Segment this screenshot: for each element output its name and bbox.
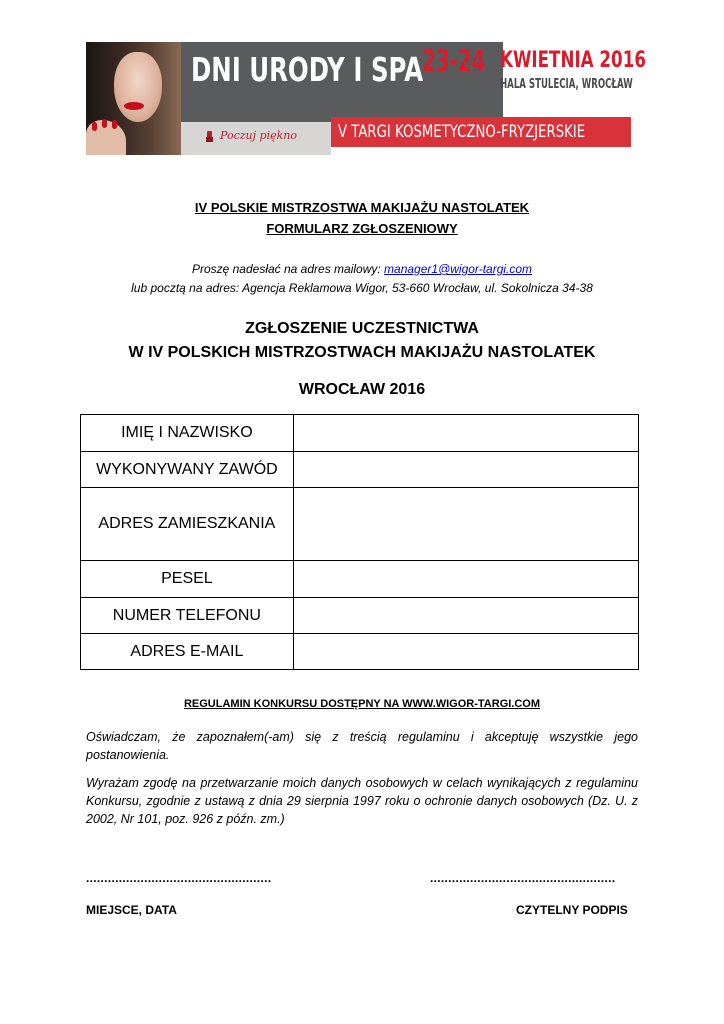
model-lips: [124, 102, 144, 110]
nail: [102, 119, 107, 128]
form-field-address[interactable]: [293, 488, 638, 561]
form-field-phone[interactable]: [293, 598, 638, 634]
model-face: [114, 52, 162, 122]
form-label-phone: NUMER TELEFONU: [81, 598, 294, 634]
data-consent: Wyrażam zgodę na przetwarzanie moich danych osobowych w celach wynikających z regulaminu Konkursu, zgodnie z ustawą z dnia 29 sierpnia 1997 roku o ochronie danych osobowych (Dz. U. z 2002, Nr 101, poz. 926 z późn. zm.): [86, 776, 638, 826]
rules-statement: Oświadczam, że zapoznałem(-am) się z treścią regulaminu i akceptuję wszystkie jego postanowienia.: [86, 730, 638, 762]
event-banner: [86, 42, 646, 155]
place-date-line: ...................................................: [86, 871, 272, 885]
form-row: [81, 634, 639, 670]
nail: [92, 122, 97, 131]
form-field-pesel[interactable]: [293, 561, 638, 598]
form-row: [81, 598, 639, 634]
form-label-address: ADRES ZAMIESZKANIA: [81, 488, 294, 561]
send-post-line: lub pocztą na adres: Agencja Reklamowa Wigor, 53-660 Wrocław, ul. Sokolnicza 34-38: [131, 281, 593, 295]
place-date-label: MIEJSCE, DATA: [86, 903, 177, 917]
form-row: [81, 488, 639, 561]
signature-line: ...................................................: [430, 871, 616, 885]
signature-label: CZYTELNY PODPIS: [516, 903, 628, 917]
registration-title: ZGŁOSZENIE UCZESTNICTWA: [245, 320, 479, 337]
form-label-name: IMIĘ I NAZWISKO: [81, 415, 294, 452]
form-field-occupation[interactable]: [293, 452, 638, 488]
rules-link[interactable]: REGULAMIN KONKURSU DOSTĘPNY NA WWW.WIGOR-TARGI.COM: [183, 698, 541, 710]
form-row: [81, 452, 639, 488]
banner-tagline: V TARGI KOSMETYCZNO-FRYZJERSKIE: [338, 122, 586, 142]
form-label-occupation: WYKONYWANY ZAWÓD: [81, 452, 294, 488]
lipstick-logo-icon: [204, 129, 218, 143]
registration-location: WROCŁAW 2016: [298, 381, 426, 398]
banner-month: KWIETNIA 2016: [500, 48, 646, 73]
model-photo: [86, 42, 181, 155]
form-row: [81, 415, 639, 452]
form-field-name[interactable]: [293, 415, 638, 452]
form-label-pesel: PESEL: [81, 561, 294, 598]
form-heading: FORMULARZ ZGŁOSZENIOWY: [266, 221, 458, 236]
registration-subtitle: W IV POLSKICH MISTRZOSTWACH MAKIJAŻU NASTOLATEK: [128, 344, 596, 361]
form-row: [81, 561, 639, 598]
send-email-line: [0, 262, 724, 276]
send-email-prefix: Proszę nadesłać na adres mailowy:: [191, 262, 385, 276]
contest-heading: IV POLSKIE MISTRZOSTWA MAKIJAŻU NASTOLATEK: [194, 200, 530, 215]
banner-dates: 23-24: [422, 44, 486, 79]
form-field-email[interactable]: [293, 634, 638, 670]
form-label-email: ADRES E-MAIL: [81, 634, 294, 670]
banner-title: DNI URODY I SPA: [191, 50, 424, 89]
banner-venue: HALA STULECIA, WROCŁAW: [500, 77, 633, 92]
nail: [112, 120, 117, 129]
registration-form-table: [80, 414, 639, 670]
banner-logo: Poczuj piękno: [220, 129, 297, 142]
email-link[interactable]: manager1@wigor-targi.com: [384, 262, 533, 276]
